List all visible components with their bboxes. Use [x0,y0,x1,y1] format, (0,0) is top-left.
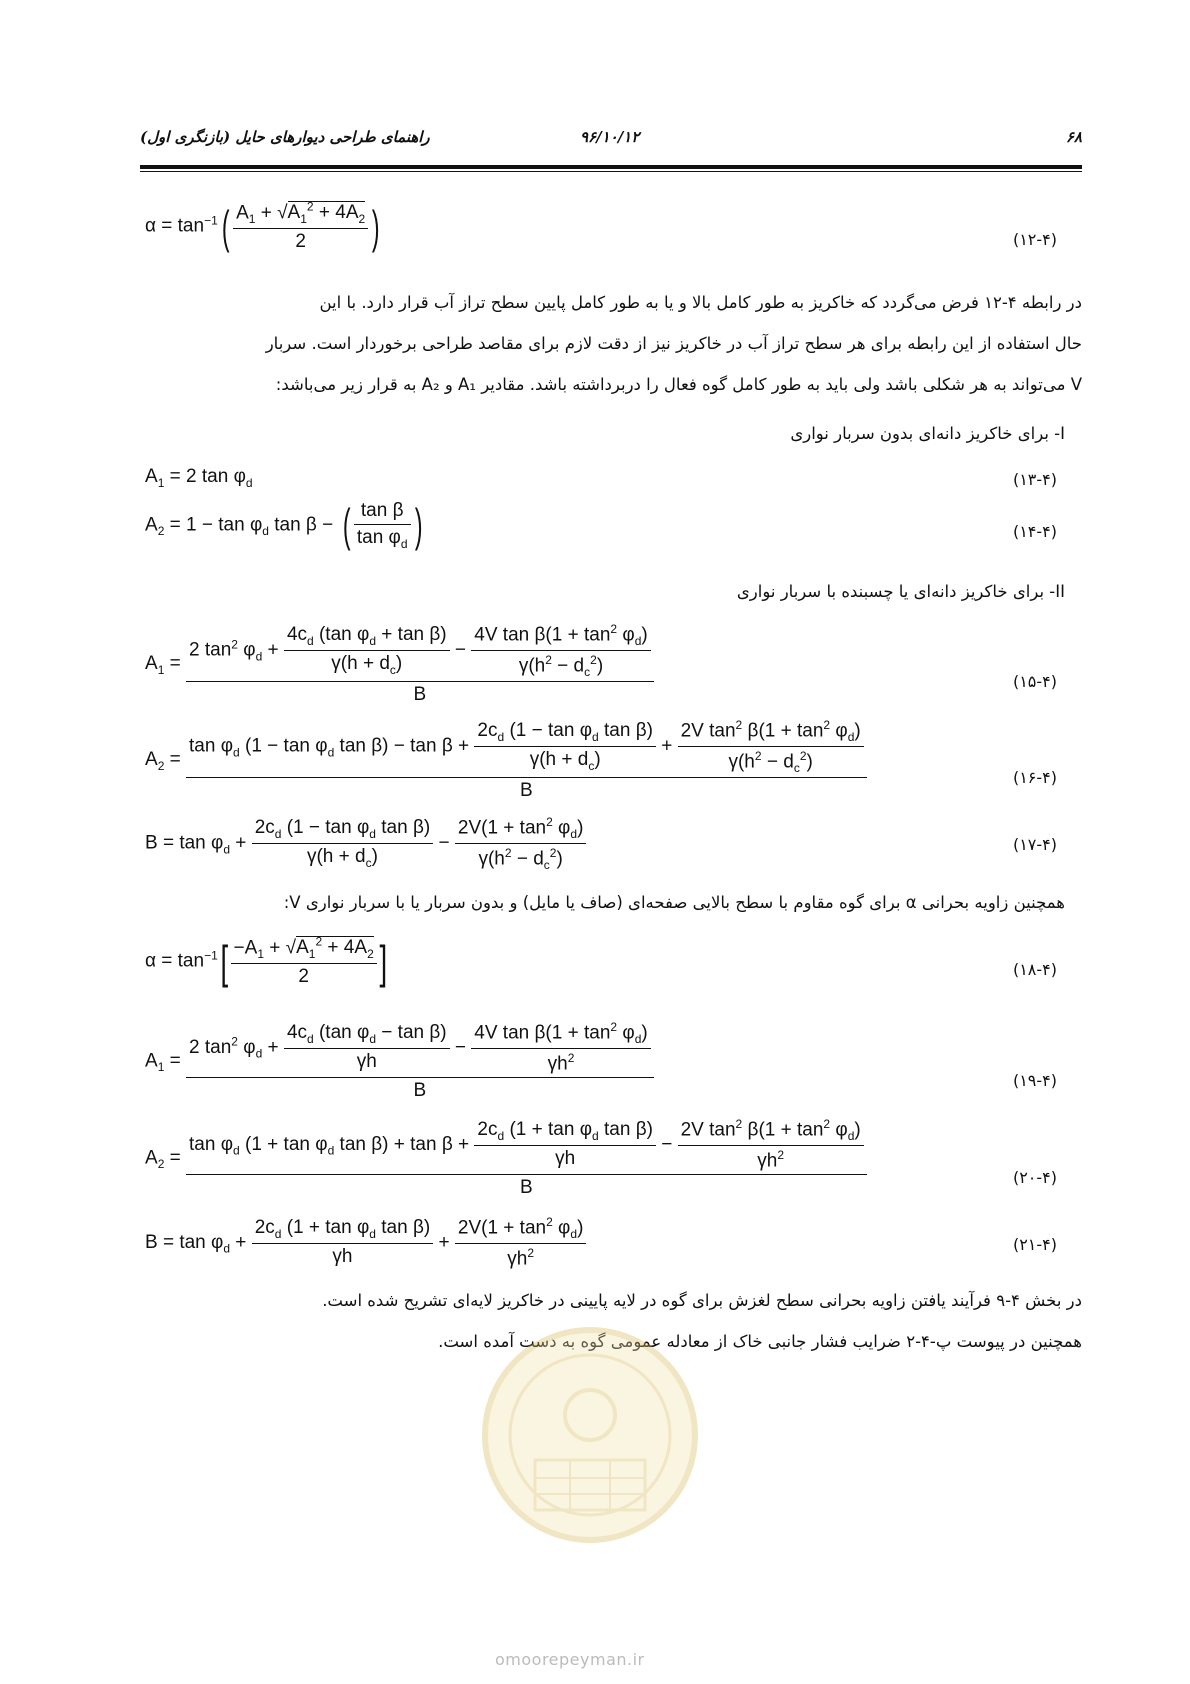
equation-number: (۱۹-۴) [1012,1071,1057,1090]
header-rule-thin [140,171,1082,172]
equation-21-4: $B = \tan \varphi_d$ + $\frac{2c_d (1 + \tan \varphi_d \tan \beta)}{\gamma h}$ + $\frac{2V(1 + \tan^2 \varphi_d)}{\gamma h^2}$ [145,1215,586,1270]
item-ii: II- برای خاکریز دانه‌ای یا چسبنده با سربار نواری [736,582,1065,601]
paragraph-line: V می‌تواند به هر شکلی باشد ولی باید به طور کامل گوه فعال را دربرداشته باشد. مقادیر A₁ و A₂ به قرار زیر می‌باشد: [275,375,1082,394]
equation-15-4: $A_1$ = 2 $\tan^2 \varphi_d$ + $\frac{4c_d (\tan \varphi_d + \tan \beta)}{\gamma(h + d_c)}$ − $\frac{4V \tan \beta(1 + \tan^2 \varphi_d)}{\gamma(h^2 - d_c^2)}$ B [145,622,654,706]
equation-19-4: $A_1$ = 2 $\tan^2 \varphi_d$ + $\frac{4c_d (\tan \varphi_d - \tan \beta)}{\gamma h}$ − $\frac{4V \tan \beta(1 + \tan^2 \varphi_d)}{\gamma h^2}$ B [145,1020,654,1102]
equation-number: (۱۵-۴) [1012,672,1057,691]
paragraph-line: در رابطه ۴-۱۲ فرض می‌گردد که خاکریز به طور کامل بالا و یا به طور کامل پایین سطح تراز آب قرار دارد. با این [319,293,1082,312]
equation-12-4: $\alpha = \tan^{-1}$( $\frac{A_1 + √A_1^2 + 4A_2}{2}$ ) [145,200,380,253]
watermark-site-text: omoorepeyman.ir [495,1650,645,1669]
watermark-seal-icon [475,1320,705,1550]
equation-number: (۱۸-۴) [1012,960,1057,979]
header-rule [140,165,1082,169]
item-i: I- برای خاکریز دانه‌ای بدون سربار نواری [790,424,1065,443]
equation-14-4: $A_2 = 1 - \tan \varphi_d$ tan β − ( $\frac{\text{tan β}}{\tan \varphi_d}$ ) [145,499,423,552]
paragraph-2: همچنین زاویه بحرانی α برای گوه مقاوم با سطح بالایی صفحه‌ای (صاف یا مایل) و بدون سربار یا با سربار نواری V: [283,893,1065,912]
equation-number: (۲۱-۴) [1012,1235,1057,1254]
equation-number: (۱۳-۴) [1012,470,1057,489]
page-header [140,128,1082,152]
equation-number: (۲۰-۴) [1012,1168,1057,1187]
equation-13-4: $A_1 = 2$ $\tan \varphi_d$ [145,466,253,490]
header-title: راهنمای طراحی دیوارهای حایل (بازنگری اول) [140,128,430,146]
paragraph-line: حال استفاده از این رابطه برای هر سطح تراز آب در خاکریز نیز از دقت لازم برای مقاصد طراحی برخوردار است. سربار [265,334,1082,353]
equation-number: (۱۶-۴) [1012,768,1057,787]
equation-16-4: $A_2$ = $\tan \varphi_d$ ($1 - \tan \varphi_d$ tan β) − tan β + $\frac{2c_d (1 - \tan \varphi_d \tan \beta)}{\gamma(h + d_c)}$ + $\frac{2V \tan^2 \beta(1 + \tan^2 \varphi_d)}{\gamma(h^2 - d_c^2)}$ B [145,718,867,802]
equation-number: (۱۴-۴) [1012,522,1057,541]
equation-18-4: $\alpha = \tan^{-1}$[ $\frac{-A_1 + √A_1^2 + 4A_2}{2}$ ] [145,935,387,988]
equation-20-4: $A_2$ = $\tan \varphi_d$ ($1 + \tan \varphi_d$ tan β) + tan β + $\frac{2c_d (1 + \tan \varphi_d \tan \beta)}{\gamma h}$ − $\frac{2V \tan^2 \beta(1 + \tan^2 \varphi_d)}{\gamma h^2}$ B [145,1117,867,1199]
equation-17-4: $B = \tan \varphi_d$ + $\frac{2c_d (1 - \tan \varphi_d \tan \beta)}{\gamma(h + d_c)}$ − $\frac{2V(1 + \tan^2 \varphi_d)}{\gamma(h^2 - d_c^2)}$ [145,815,586,872]
equation-number: (۱۷-۴) [1012,835,1057,854]
page-number: ۶۸ [1065,128,1082,146]
header-date: ۹۶/۱۰/۱۲ [580,128,640,146]
paragraph-line: همچنین در پیوست پ-۴-۲ ضرایب فشار جانبی خاک از معادله عمومی گوه به دست آمده است. [438,1332,1082,1351]
equation-number: (۱۲-۴) [1012,230,1057,249]
paragraph-line: در بخش ۴-۹ فرآیند یافتن زاویه بحرانی سطح لغزش برای گوه در لایه پایینی در خاکریز لایه‌ای تشریح شده است. [322,1291,1082,1310]
paragraph-1 [140,282,1082,405]
